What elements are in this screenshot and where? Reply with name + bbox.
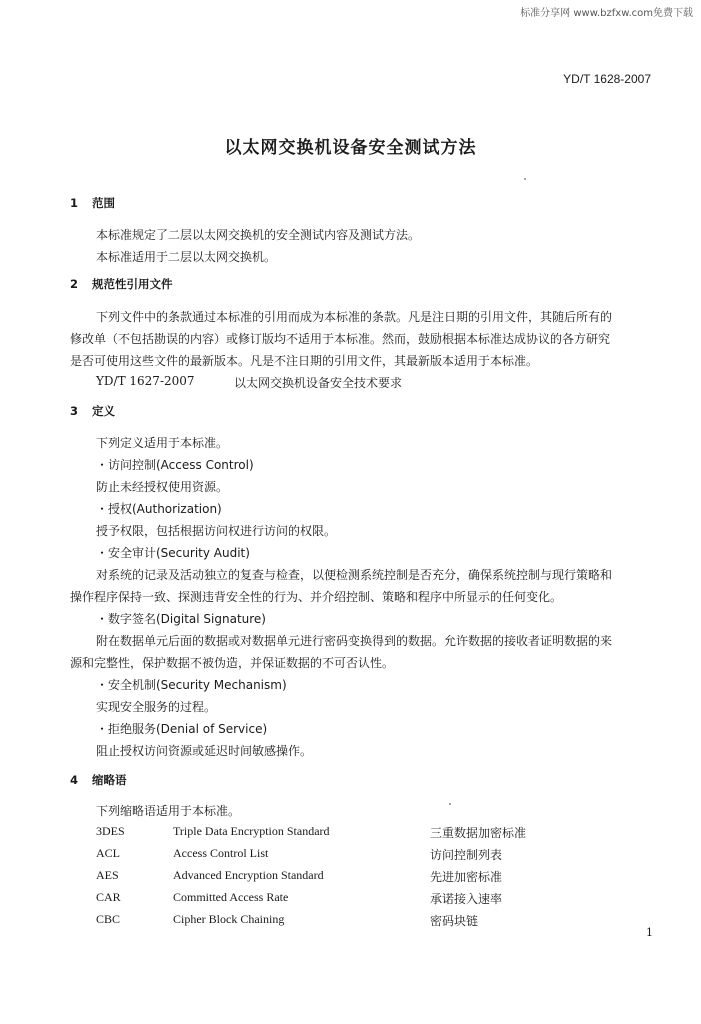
abbr-chinese: 三重数据加密标准 xyxy=(430,826,527,840)
section-number: 1 xyxy=(70,196,79,210)
section-number: 3 xyxy=(70,404,79,418)
page-title: 以太网交换机设备安全测试方法 xyxy=(224,138,477,158)
abbr-chinese: 先进加密标准 xyxy=(430,870,503,884)
definition: 对系统的记录及活动独立的复查与检查，以便检测系统控制是否充分，确保系统控制与现行策略和 xyxy=(96,568,613,582)
scan-speck xyxy=(524,178,526,180)
definition: 附在数据单元后面的数据或对数据单元进行密码变换得到的数据。允许数据的接收者证明数据的来 xyxy=(96,634,613,648)
section-number: 4 xyxy=(70,773,79,787)
section-title: 缩略语 xyxy=(92,773,127,787)
definition: 源和完整性，保护数据不被伪造，并保证数据的不可否认性。 xyxy=(70,656,395,670)
abbr-term: CAR xyxy=(96,890,121,904)
term: ・数字签名(Digital Signature) xyxy=(96,612,266,626)
scan-speck xyxy=(449,803,451,805)
abbr-term: AES xyxy=(96,868,119,882)
term: ・安全机制(Security Mechanism) xyxy=(96,678,287,692)
definition: 操作程序保持一致、探测违背安全性的行为、并介绍控制、策略和程序中所显示的任何变化。 xyxy=(70,590,563,604)
reference-title: 以太网交换机设备安全技术要求 xyxy=(234,376,403,390)
reference-code: YD/T 1627-2007 xyxy=(96,374,195,388)
abbr-chinese: 访问控制列表 xyxy=(430,848,503,862)
term: ・访问控制(Access Control) xyxy=(96,458,254,472)
paragraph-line: 修改单（不包括勘误的内容）或修订版均不适用于本标准。然而，鼓励根据本标准达成协议的各方研究 xyxy=(70,332,611,346)
paragraph: 下列定义适用于本标准。 xyxy=(96,436,229,450)
term: ・安全审计(Security Audit) xyxy=(96,546,250,560)
abbr-chinese: 密码块链 xyxy=(430,914,479,928)
paragraph: 本标准规定了二层以太网交换机的安全测试内容及测试方法。 xyxy=(96,228,421,242)
paragraph-line: 下列文件中的条款通过本标准的引用而成为本标准的条款。凡是注日期的引用文件，其随后所有的 xyxy=(96,310,613,324)
watermark: 标准分享网 www.bzfxw.com免费下载 xyxy=(520,8,693,19)
definition: 实现安全服务的过程。 xyxy=(96,700,217,714)
section-number: 2 xyxy=(70,277,79,291)
definition: 防止未经授权使用资源。 xyxy=(96,480,229,494)
definition: 阻止授权访问资源或延迟时间敏感操作。 xyxy=(96,744,313,758)
term: ・拒绝服务(Denial of Service) xyxy=(96,722,268,736)
section-title: 范围 xyxy=(92,196,115,210)
section-heading-3 xyxy=(70,403,115,419)
abbr-expansion: Triple Data Encryption Standard xyxy=(173,824,330,838)
term: ・授权(Authorization) xyxy=(96,502,222,516)
paragraph: 下列缩略语适用于本标准。 xyxy=(96,804,241,818)
paragraph: 本标准适用于二层以太网交换机。 xyxy=(96,250,277,264)
abbr-expansion: Committed Access Rate xyxy=(173,890,289,904)
abbr-expansion: Cipher Block Chaining xyxy=(173,912,285,926)
section-heading-1 xyxy=(70,195,115,211)
section-title: 规范性引用文件 xyxy=(92,277,173,291)
standard-number: YD/T 1628-2007 xyxy=(563,72,651,86)
abbr-expansion: Advanced Encryption Standard xyxy=(173,868,324,882)
abbr-term: CBC xyxy=(96,912,121,926)
section-heading-4 xyxy=(70,772,127,788)
abbr-term: 3DES xyxy=(96,824,125,838)
paragraph-line: 是否可使用这些文件的最新版本。凡是不注日期的引用文件，其最新版本适用于本标准。 xyxy=(70,354,539,368)
abbr-expansion: Access Control List xyxy=(173,846,269,860)
section-title: 定义 xyxy=(92,404,115,418)
abbr-chinese: 承诺接入速率 xyxy=(430,892,503,906)
abbr-term: ACL xyxy=(96,846,120,860)
page-number: 1 xyxy=(646,926,653,939)
definition: 授予权限，包括根据访问权进行访问的权限。 xyxy=(96,524,337,538)
section-heading-2 xyxy=(70,276,173,292)
